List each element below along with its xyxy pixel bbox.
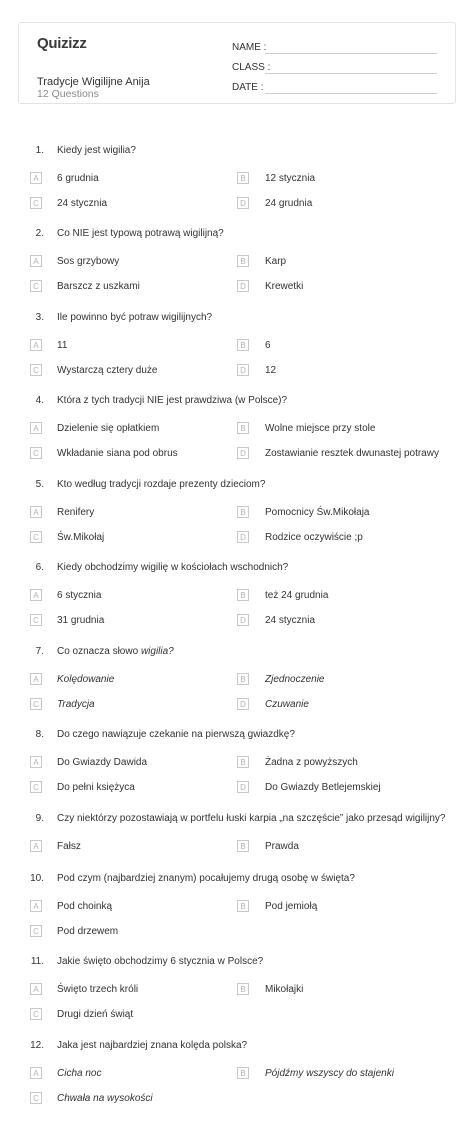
question-text: Kto według tradycji rozdaje prezenty dzieciom? <box>57 479 266 490</box>
option-a-checkbox[interactable]: A <box>30 339 42 351</box>
option-b-text: Wolne miejsce przy stole <box>265 423 376 434</box>
option-d-text: Rodzice oczywiście ;p <box>265 532 363 543</box>
option-d-checkbox[interactable]: D <box>237 698 249 710</box>
option-d-checkbox[interactable]: D <box>237 447 249 459</box>
option-c-checkbox[interactable]: C <box>30 781 42 793</box>
question-number: 7. <box>35 646 44 657</box>
question-number: 11. <box>30 956 44 967</box>
question-text: Jaka jest najbardziej znana kolęda polska? <box>57 1040 248 1051</box>
option-a-checkbox[interactable]: A <box>30 756 42 768</box>
option-b-text: 6 <box>265 340 271 351</box>
option-d-checkbox[interactable]: D <box>237 197 249 209</box>
date-field[interactable] <box>265 93 437 94</box>
option-b-text: Pomocnicy Św.Mikołaja <box>265 507 370 518</box>
question-number: 1. <box>35 145 44 156</box>
question-text: Ile powinno być potraw wigilijnych? <box>57 312 213 323</box>
quizizz-logo: Quizizz <box>37 35 87 52</box>
option-c-text: Barszcz z uszkami <box>57 281 140 292</box>
option-b-text: Zjednoczenie <box>265 674 325 685</box>
option-b-text: Żadna z powyższych <box>265 757 358 768</box>
question-number: 3. <box>35 312 44 323</box>
question-number: 9. <box>35 813 44 824</box>
option-d-text: 24 stycznia <box>265 615 316 626</box>
option-c-checkbox[interactable]: C <box>30 1008 42 1020</box>
option-b-checkbox[interactable]: B <box>237 506 249 518</box>
option-d-checkbox[interactable]: D <box>237 781 249 793</box>
option-a-text: Do Gwiazdy Dawida <box>57 757 148 768</box>
option-c-text: Św.Mikołaj <box>57 532 105 543</box>
option-b-text: Mikołajki <box>265 984 304 995</box>
option-b-checkbox[interactable]: B <box>237 422 249 434</box>
class-field[interactable] <box>265 73 437 74</box>
option-c-text: Tradycja <box>57 699 95 710</box>
option-d-checkbox[interactable]: D <box>237 280 249 292</box>
option-a-text: 6 grudnia <box>57 173 99 184</box>
option-a-checkbox[interactable]: A <box>30 422 42 434</box>
name-field[interactable] <box>265 53 437 54</box>
option-c-checkbox[interactable]: C <box>30 447 42 459</box>
option-c-text: 31 grudnia <box>57 615 105 626</box>
option-c-text: Chwała na wysokości <box>57 1093 153 1104</box>
option-a-text: Pod choinką <box>57 901 113 912</box>
option-a-text: 6 stycznia <box>57 590 102 601</box>
option-a-checkbox[interactable]: A <box>30 589 42 601</box>
option-c-text: Drugi dzień świąt <box>57 1009 134 1020</box>
question-number: 12. <box>30 1040 44 1051</box>
option-b-text: Pójdźmy wszyscy do stajenki <box>265 1068 394 1079</box>
question-text: Kiedy obchodzimy wigilię w kościołach wschodnich? <box>57 562 289 573</box>
name-label: NAME : <box>232 42 267 53</box>
question-number: 2. <box>35 228 44 239</box>
option-b-text: Prawda <box>265 841 299 852</box>
option-c-text: Do pełni księżyca <box>57 782 135 793</box>
option-c-checkbox[interactable]: C <box>30 280 42 292</box>
option-a-text: Dzielenie się opłatkiem <box>57 423 160 434</box>
option-b-checkbox[interactable]: B <box>237 1067 249 1079</box>
option-d-text: 24 grudnia <box>265 198 313 209</box>
option-b-checkbox[interactable]: B <box>237 900 249 912</box>
option-b-checkbox[interactable]: B <box>237 840 249 852</box>
option-a-text: Sos grzybowy <box>57 256 120 267</box>
option-a-checkbox[interactable]: A <box>30 983 42 995</box>
option-d-checkbox[interactable]: D <box>237 364 249 376</box>
question-text-plain: Co oznacza słowo <box>57 646 141 657</box>
option-c-checkbox[interactable]: C <box>30 614 42 626</box>
option-a-checkbox[interactable]: A <box>30 255 42 267</box>
question-number: 10. <box>30 873 44 884</box>
option-c-text: 24 stycznia <box>57 198 108 209</box>
option-c-checkbox[interactable]: C <box>30 197 42 209</box>
option-c-checkbox[interactable]: C <box>30 1092 42 1104</box>
option-b-checkbox[interactable]: B <box>237 673 249 685</box>
option-c-checkbox[interactable]: C <box>30 925 42 937</box>
option-b-text: 12 stycznia <box>265 173 316 184</box>
option-a-checkbox[interactable]: A <box>30 840 42 852</box>
question-text: Co NIE jest typową potrawą wigilijną? <box>57 228 224 239</box>
option-d-checkbox[interactable]: D <box>237 614 249 626</box>
option-b-checkbox[interactable]: B <box>237 756 249 768</box>
question-text: Do czego nawiązuje czekanie na pierwszą gwiazdkę? <box>57 729 295 740</box>
option-a-text: Cicha noc <box>57 1068 102 1079</box>
question-text-italic: wigilia? <box>140 646 174 657</box>
class-label: CLASS : <box>232 62 271 73</box>
option-d-text: Czuwanie <box>265 699 309 710</box>
option-a-checkbox[interactable]: A <box>30 1067 42 1079</box>
option-a-checkbox[interactable]: A <box>30 506 42 518</box>
option-b-text: Pod jemiołą <box>265 901 318 912</box>
option-c-text: Pod drzewem <box>57 926 119 937</box>
question-text: Kiedy jest wigilia? <box>57 145 136 156</box>
option-a-text: Renifery <box>57 507 95 518</box>
question-text <box>57 646 174 657</box>
option-b-checkbox[interactable]: B <box>237 255 249 267</box>
option-b-text: też 24 grudnia <box>265 590 329 601</box>
option-d-checkbox[interactable]: D <box>237 531 249 543</box>
date-label: DATE : <box>232 82 264 93</box>
option-a-text: Święto trzech króli <box>57 984 139 995</box>
option-b-checkbox[interactable]: B <box>237 589 249 601</box>
option-b-checkbox[interactable]: B <box>237 172 249 184</box>
option-d-text: Do Gwiazdy Betlejemskiej <box>265 782 381 793</box>
option-c-text: Wystarczą cztery duże <box>57 365 158 376</box>
option-a-checkbox[interactable]: A <box>30 673 42 685</box>
worksheet-title: Tradycje Wigilijne Anija <box>37 76 150 88</box>
option-d-text: 12 <box>265 365 277 376</box>
option-a-text: 11 <box>57 340 68 351</box>
option-b-checkbox[interactable]: B <box>237 983 249 995</box>
question-number: 8. <box>35 729 44 740</box>
option-d-text: Krewetki <box>265 281 304 292</box>
question-text: Pod czym (najbardziej znanym) pocałujemy drugą osobę w święta? <box>57 873 355 884</box>
option-a-text: Kolędowanie <box>57 674 115 685</box>
option-a-checkbox[interactable]: A <box>30 172 42 184</box>
question-text: Jakie święto obchodzimy 6 stycznia w Polsce? <box>57 956 264 967</box>
question-text: Która z tych tradycji NIE jest prawdziwa (w Polsce)? <box>57 395 288 406</box>
option-c-checkbox[interactable]: C <box>30 364 42 376</box>
question-count: 12 Questions <box>37 88 99 100</box>
option-c-checkbox[interactable]: C <box>30 531 42 543</box>
question-number: 4. <box>35 395 44 406</box>
question-number: 6. <box>35 562 44 573</box>
option-a-checkbox[interactable]: A <box>30 900 42 912</box>
option-b-checkbox[interactable]: B <box>237 339 249 351</box>
question-text: Czy niektórzy pozostawiają w portfelu łuski karpia „na szczęście” jako przesąd wigilijny? <box>57 813 446 824</box>
option-a-text: Fałsz <box>57 841 81 852</box>
question-number: 5. <box>35 479 44 490</box>
option-c-checkbox[interactable]: C <box>30 698 42 710</box>
option-d-text: Zostawianie resztek dwunastej potrawy <box>265 448 439 459</box>
option-c-text: Wkładanie siana pod obrus <box>57 448 178 459</box>
option-b-text: Karp <box>265 256 287 267</box>
